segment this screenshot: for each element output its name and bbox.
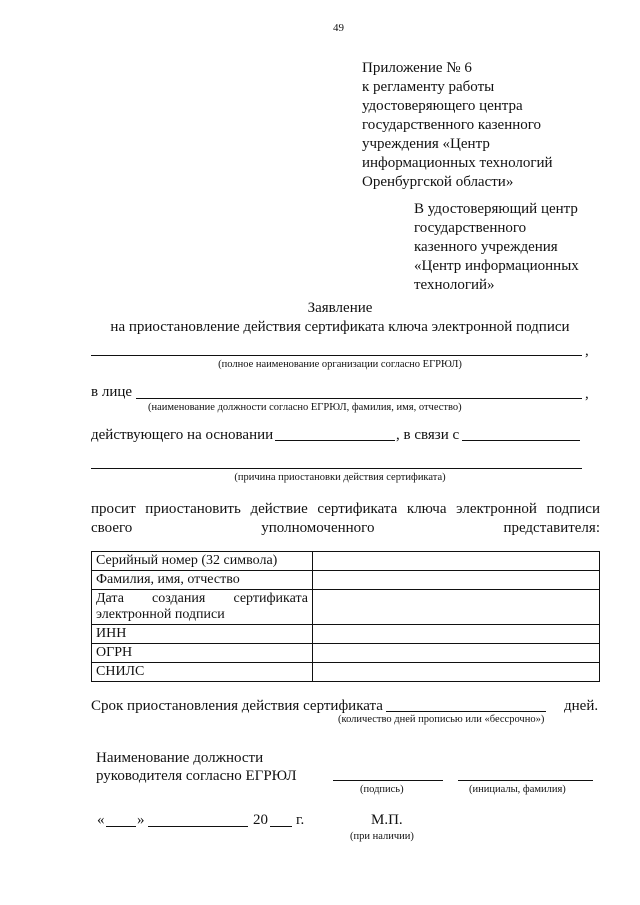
person-label: в лице xyxy=(91,384,133,400)
position-title-line2: руководителя согласно ЕГРЮЛ xyxy=(96,768,297,784)
date-close-quote: » xyxy=(137,812,145,828)
appendix-line: учреждения «Центр xyxy=(362,136,490,152)
suspension-label: Срок приостановления действия сертификата xyxy=(91,698,383,714)
suspension-hint: (количество дней прописью или «бессрочно») xyxy=(338,714,545,725)
row-label-fio: Фамилия, имя, отчество xyxy=(92,571,313,590)
reason-line[interactable] xyxy=(91,468,582,469)
date-year-prefix: 20 xyxy=(253,812,268,828)
row-label-ogrn: ОГРН xyxy=(92,644,313,663)
table-row xyxy=(92,625,600,644)
org-name-line[interactable] xyxy=(91,355,582,356)
person-hint: (наименование должности согласно ЕГРЮЛ, фамилия, имя, отчество) xyxy=(148,402,462,413)
table-row xyxy=(92,663,600,682)
row-label-snils: СНИЛС xyxy=(92,663,313,682)
person-trailing-comma: , xyxy=(585,386,589,402)
row-value-snils[interactable] xyxy=(313,663,600,682)
basis-connector: , в связи с xyxy=(396,427,460,443)
basis-label: действующего на основании xyxy=(91,427,274,443)
addressee-block xyxy=(414,200,579,295)
request-text: просит приостановить действие сертификата ключа электронной подписи своего уполномоченного представителя: xyxy=(91,501,600,536)
row-value-inn[interactable] xyxy=(313,625,600,644)
document-title: Заявление xyxy=(307,300,373,316)
reason-short-line[interactable] xyxy=(462,440,580,441)
initials-hint: (инициалы, фамилия) xyxy=(469,784,566,795)
row-label-serial: Серийный номер (32 символа) xyxy=(92,552,313,571)
table-row xyxy=(92,571,600,590)
appendix-line: удостоверяющего центра xyxy=(362,98,523,114)
position-title-line1: Наименование должности xyxy=(96,750,264,766)
basis-line[interactable] xyxy=(275,440,395,441)
date-year-suffix: г. xyxy=(296,812,305,828)
appendix-line: Оренбургской области» xyxy=(362,174,514,190)
row-value-fio[interactable] xyxy=(313,571,600,590)
addressee-line: «Центр информационных xyxy=(414,258,579,274)
document-subtitle: на приостановление действия сертификата ключа электронной подписи xyxy=(110,319,570,335)
person-line[interactable] xyxy=(136,398,582,399)
appendix-line: Приложение № 6 xyxy=(362,60,472,76)
table-row xyxy=(92,552,600,571)
org-trailing-comma: , xyxy=(585,343,589,359)
row-label-inn: ИНН xyxy=(92,625,313,644)
table-row xyxy=(92,644,600,663)
addressee-line: казенного учреждения xyxy=(414,239,558,255)
signature-hint: (подпись) xyxy=(360,784,404,795)
date-open-quote: « xyxy=(97,812,105,828)
reason-hint: (причина приостановки действия сертификата) xyxy=(234,472,446,483)
date-month-line[interactable] xyxy=(148,826,248,827)
suspension-line[interactable] xyxy=(386,711,546,712)
suspension-unit: дней. xyxy=(564,698,599,714)
certificate-data-table xyxy=(91,551,600,682)
addressee-line: В удостоверяющий центр xyxy=(414,201,578,217)
row-label-creation-date: Дата создания сертификата электронной подписи xyxy=(92,590,313,625)
initials-line[interactable] xyxy=(458,780,593,781)
stamp-hint: (при наличии) xyxy=(350,831,414,842)
org-name-hint: (полное наименование организации согласно ЕГРЮЛ) xyxy=(218,359,462,370)
date-day-line[interactable] xyxy=(106,826,136,827)
appendix-line: к регламенту работы xyxy=(362,79,495,95)
signature-line[interactable] xyxy=(333,780,443,781)
page-number: 49 xyxy=(333,22,344,34)
addressee-line: технологий» xyxy=(414,277,495,293)
appendix-line: государственного казенного xyxy=(362,117,542,133)
stamp-label: М.П. xyxy=(371,812,403,828)
table-row xyxy=(92,590,600,625)
appendix-line: информационных технологий xyxy=(362,155,553,171)
appendix-block xyxy=(362,59,553,192)
date-year-line[interactable] xyxy=(270,826,292,827)
addressee-line: государственного xyxy=(414,220,527,236)
row-value-ogrn[interactable] xyxy=(313,644,600,663)
row-value-serial[interactable] xyxy=(313,552,600,571)
row-value-creation-date[interactable] xyxy=(313,590,600,625)
